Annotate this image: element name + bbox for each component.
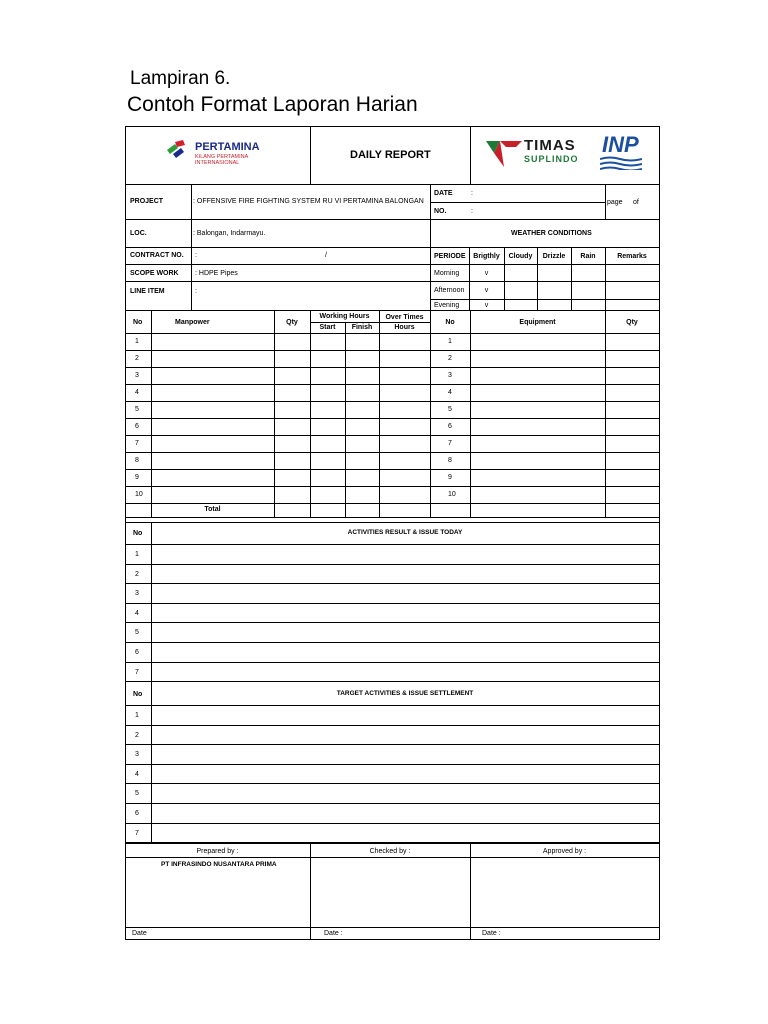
weather-header-brightly: Brigthly	[473, 253, 500, 260]
wave-icon	[600, 156, 642, 170]
equipment-row-number: 6	[448, 423, 452, 430]
contract-colon: :	[195, 252, 197, 259]
manpower-row-number: 5	[135, 406, 139, 413]
equipment-row-number: 5	[448, 406, 452, 413]
equipment-qty-header: Qty	[626, 319, 638, 326]
manpower-row-number: 3	[135, 372, 139, 379]
target-title: TARGET ACTIVITIES & ISSUE SETTLEMENT	[336, 690, 474, 697]
scope-label: SCOPE WORK	[130, 270, 179, 277]
manpower-row-number: 2	[135, 355, 139, 362]
equipment-row-number: 3	[448, 372, 452, 379]
target-row-number: 3	[135, 751, 139, 758]
weather-header-periode: PERIODE	[434, 253, 466, 260]
equipment-row-number: 4	[448, 389, 452, 396]
manpower-no-header: No	[133, 319, 143, 326]
activity-row-number: 4	[135, 610, 139, 617]
activity-row-number: 2	[135, 571, 139, 578]
activity-row-number: 3	[135, 590, 139, 597]
checked-by-label: Checked by :	[369, 848, 411, 855]
target-row-number: 5	[135, 790, 139, 797]
weather-header-rain: Rain	[580, 253, 596, 260]
no-colon: :	[471, 208, 473, 215]
total-label: Total	[204, 506, 221, 513]
document-title: Contoh Format Laporan Harian	[127, 93, 418, 116]
pertamina-logo	[165, 138, 275, 172]
target-row-number: 2	[135, 732, 139, 739]
activity-row-number: 7	[135, 669, 139, 676]
pertamina-sub-1: KILANG PERTAMINA	[195, 154, 249, 160]
approved-date-label: Date :	[482, 930, 501, 937]
date-label: DATE	[434, 190, 453, 197]
equipment-header: Equipment	[519, 319, 556, 326]
line-item-colon: :	[195, 288, 197, 295]
overtime-hours-header: Hours	[394, 324, 415, 331]
weather-header-remarks: Remarks	[617, 253, 647, 260]
scope-value: : HDPE Pipes	[195, 270, 238, 277]
manpower-row-number: 6	[135, 423, 139, 430]
manpower-row-number: 1	[135, 338, 139, 345]
activity-row-number: 6	[135, 649, 139, 656]
prepared-by-label: Prepared by :	[196, 848, 239, 855]
activity-row-number: 1	[135, 551, 139, 558]
weather-period-evening: Evening	[434, 302, 460, 309]
activity-row-number: 5	[135, 629, 139, 636]
target-no-header: No	[133, 691, 143, 698]
manpower-row-number: 4	[135, 389, 139, 396]
contract-label: CONTRACT NO.	[130, 252, 184, 259]
equipment-row-number: 2	[448, 355, 452, 362]
weather-mark-afternoon: v	[484, 287, 489, 294]
manpower-row-number: 8	[135, 457, 139, 464]
pertamina-name: PERTAMINA	[195, 141, 260, 153]
company-name: PT INFRASINDO NUSANTARA PRIMA	[161, 861, 277, 868]
manpower-row-number: 7	[135, 440, 139, 447]
weather-mark-morning: v	[484, 270, 489, 277]
target-row-number: 4	[135, 771, 139, 778]
equipment-row-number: 10	[448, 491, 456, 498]
activities-title: ACTIVITIES RESULT & ISSUE TODAY	[347, 529, 463, 536]
contract-slash: /	[325, 252, 327, 259]
line-item-label: LINE ITEM	[130, 288, 165, 295]
target-row-number: 7	[135, 830, 139, 837]
project-value: : OFFENSIVE FIRE FIGHTING SYSTEM RU VI PERTAMINA BALONGAN	[193, 198, 424, 205]
date-colon: :	[471, 190, 473, 197]
loc-label: LOC.	[130, 230, 147, 237]
page-label: page	[607, 199, 623, 206]
equipment-no-header: No	[445, 319, 455, 326]
project-label: PROJECT	[130, 198, 164, 205]
checked-date-label: Date :	[324, 930, 343, 937]
equipment-row-number: 9	[448, 474, 452, 481]
manpower-qty-header: Qty	[286, 319, 298, 326]
weather-title: WEATHER CONDITIONS	[511, 230, 592, 237]
attachment-label: Lampiran 6.	[130, 68, 231, 89]
timas-logo	[486, 135, 596, 173]
weather-period-afternoon: Afternoon	[434, 287, 465, 294]
finish-header: Finish	[351, 324, 373, 331]
pertamina-icon	[165, 140, 189, 162]
prepared-date-label: Date	[132, 930, 147, 937]
form-title: DAILY REPORT	[350, 149, 431, 161]
manpower-row-number: 9	[135, 474, 139, 481]
manpower-header: Manpower	[175, 319, 210, 326]
manpower-row-number: 10	[135, 491, 143, 498]
inp-logo	[600, 132, 642, 172]
equipment-row-number: 7	[448, 440, 452, 447]
activities-no-header: No	[133, 530, 143, 537]
weather-header-cloudy: Cloudy	[508, 253, 533, 260]
working-hours-header: Working Hours	[319, 313, 370, 320]
no-label: NO.	[434, 208, 447, 215]
timas-name: TIMAS	[524, 137, 576, 154]
weather-mark-evening: v	[484, 302, 489, 309]
target-row-number: 6	[135, 810, 139, 817]
of-label: of	[633, 199, 639, 206]
overtime-header: Over Times	[385, 314, 424, 321]
timas-icon	[486, 137, 522, 171]
start-header: Start	[319, 324, 336, 331]
equipment-row-number: 1	[448, 338, 452, 345]
approved-by-label: Approved by :	[542, 848, 587, 855]
target-row-number: 1	[135, 712, 139, 719]
suplindo-name: SUPLINDO	[524, 154, 579, 164]
inp-name: INP	[602, 132, 639, 157]
weather-header-drizzle: Drizzle	[542, 253, 566, 260]
loc-value: : Balongan, Indarmayu.	[193, 230, 266, 237]
pertamina-sub-2: INTERNASIONAL	[195, 160, 240, 166]
equipment-row-number: 8	[448, 457, 452, 464]
weather-period-morning: Morning	[434, 270, 460, 277]
